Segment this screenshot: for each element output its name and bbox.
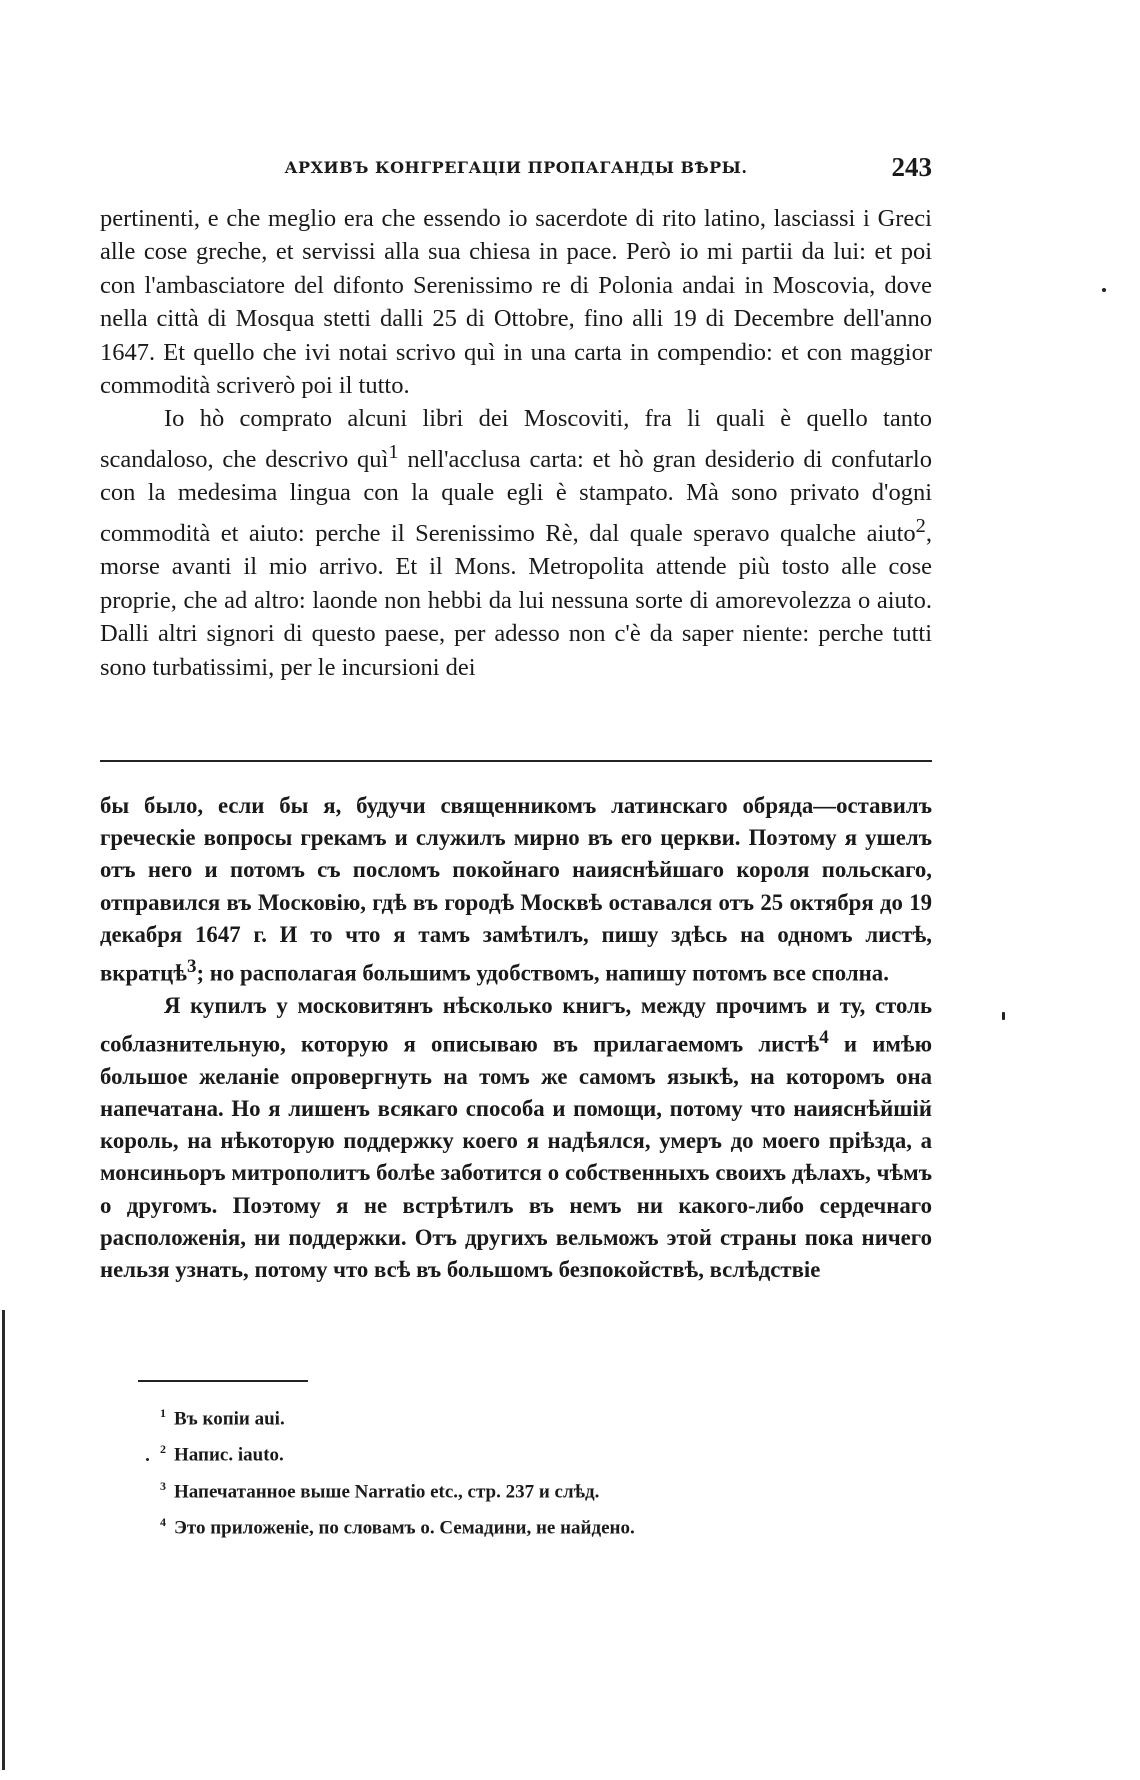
russian-paragraph-1-part-b: ; но располагая большимъ удобствомъ, напишу потомъ все сполна. <box>196 960 889 986</box>
italian-text <box>100 202 932 684</box>
footnotes <box>160 1398 860 1543</box>
footnote-rule <box>138 1380 308 1382</box>
russian-paragraph-2 <box>100 990 932 1286</box>
footnote-1 <box>160 1398 860 1434</box>
footnote-ref-3: 3 <box>186 956 197 978</box>
margin-speck <box>1102 288 1106 292</box>
italian-paragraph-1: pertinenti, e che meglio era che essendo io sacerdote di rito latino, lasciassi i Greci alle cose greche, et servissi alla sua chiesa in pace. Però io mi partii da lui: et poi con l'ambasciatore del difonto Serenissimo re di Polonia andai in Moscovia, dove nella città di Mosqua stetti dalli 25 di Ottobre, fino alli 19 di Decembre dell'anno 1647. Et quello che ivi notai scrivo quì in una carta in compendio: et con maggior commodità scriverò poi il tutto. <box>100 205 932 400</box>
russian-translation <box>100 790 932 1286</box>
margin-speck <box>1002 1012 1005 1020</box>
footnote-2 <box>160 1434 860 1470</box>
russian-paragraph-2-part-a: Я купилъ у московитянъ нѣсколько книгъ, между прочимъ и ту, столь соблазнительную, которую я описываю въ прилагаемомъ листѣ <box>100 992 932 1057</box>
italian-paragraph-2-part-a: Io hò comprato alcuni libri dei Moscoviti, fra li quali è quello tanto scandaloso, che descrivo quì <box>100 405 932 473</box>
russian-paragraph-1-part-a: бы было, если бы я, будучи священникомъ латинскаго обряда—оставилъ греческіе вопросы грекамъ и служилъ мирно въ его церкви. Поэтому я ушелъ отъ него и потомъ съ посломъ покойнаго наияснѣйшаго короля польскаго, отправился въ Московію, гдѣ въ городѣ Москвѣ оставался отъ 25 октября до 19 декабря 1647 г. И то что я тамъ замѣтилъ, пишу здѣсь на одномъ листѣ, вкратцѣ <box>100 793 932 986</box>
footnote-text: Напечатанное выше Narratio etc., стр. 237 и слѣд. <box>174 1480 600 1502</box>
page-number: 243 <box>891 152 932 182</box>
footnote-mark: 1 <box>160 1406 166 1420</box>
italian-paragraph-2-part-b: nell'acclusa carta: et hò gran desiderio di confutarlo con la medesima lingua con la quale egli è stampato. Mà sono privato d'ogni commodità et aiuto: perche il Serenissimo Rè, dal quale speravo qualche aiuto <box>100 446 932 547</box>
margin-speck <box>146 1458 149 1461</box>
italian-paragraph-2-part-c: , morse avanti il mio arrivo. Et il Mons. Metropolita attende più tosto alle cose proprie, che ad altro: laonde non hebbi da lui nessuna sorte di amorevolezza o aiuto. Dalli altri signori di questo paese, per adesso non c'è da saper niente: perche tutti sono turbatissimi, per le incursioni dei <box>100 519 932 681</box>
footnote-ref-2: 2 <box>915 514 926 537</box>
footnote-3 <box>160 1471 860 1507</box>
italian-paragraph-2 <box>100 402 932 684</box>
russian-paragraph-1 <box>100 790 932 990</box>
footnote-text: Это приложеніе, по словамъ о. Семадини, не найдено. <box>174 1517 635 1539</box>
footnote-mark: 2 <box>160 1442 166 1457</box>
footnote-ref-1: 1 <box>388 440 399 463</box>
page-header <box>100 152 932 192</box>
section-separator <box>100 760 932 762</box>
footnote-mark: 3 <box>160 1478 166 1493</box>
footnote-mark: 4 <box>160 1514 166 1529</box>
footnote-text: Напис. iauto. <box>174 1444 284 1466</box>
footnote-text: Въ копіи aui. <box>174 1408 285 1430</box>
footnote-ref-4: 4 <box>819 1027 829 1049</box>
binding-edge <box>2 1310 5 1770</box>
russian-paragraph-2-part-b: и имѣю большое желаніе опровергнуть на томъ же самомъ языкѣ, на которомъ она напечатана. Но я лишенъ всякаго способа и помощи, потому что наияснѣйшій король, на нѣкоторую поддержку коего я надѣялся, умеръ до моего пріѣзда, а монсиньоръ митрополитъ болѣе заботится о собственныхъ своихъ дѣлахъ, чѣмъ о другомъ. Поэтому я не встрѣтилъ въ немъ ни какого-либо сердечнаго расположенія, ни поддержки. Отъ другихъ вельможъ этой страны пока ничего нельзя узнать, потому что всѣ въ большомъ безпокойствѣ, вслѣдствіе <box>100 1031 932 1283</box>
footnote-4 <box>160 1507 860 1543</box>
running-head: АРХИВЪ КОНГРЕГАЦІИ ПРОПАГАНДЫ ВѢРЫ. <box>284 158 748 177</box>
